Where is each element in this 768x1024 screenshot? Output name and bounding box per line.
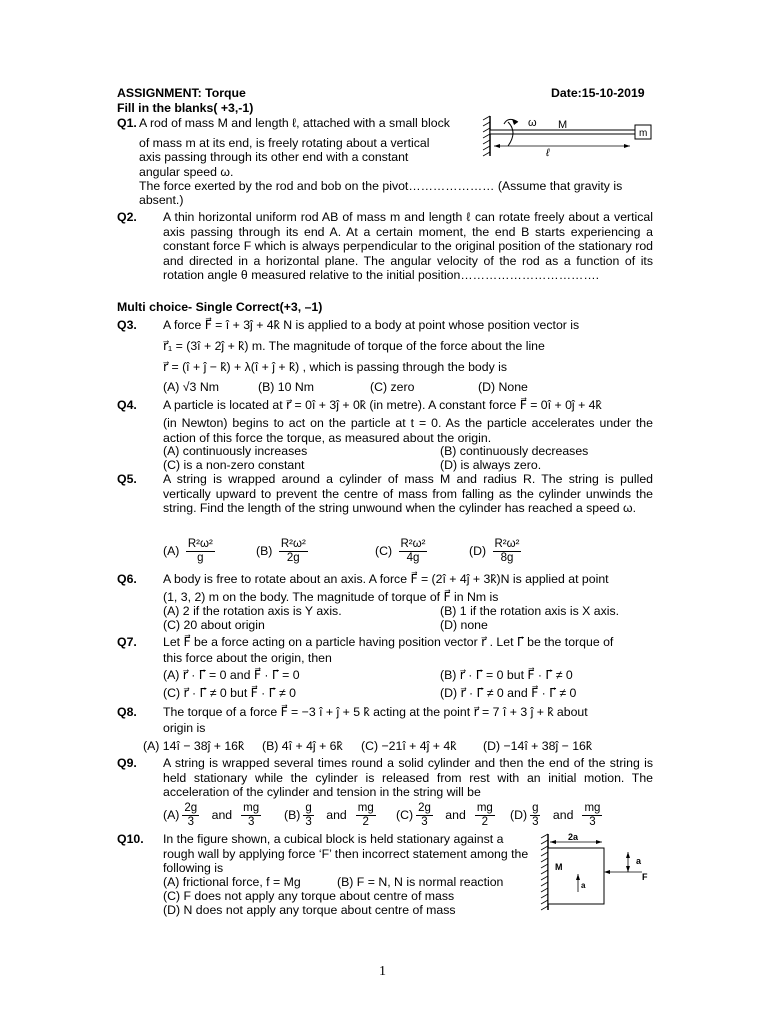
q9-text: A string is wrapped several times round a solid cylinder and then the end of the string is held stationary while the cylinder is released from rest with an initial motion. The acceleration of the cylinder and tension in the string will be: [163, 756, 653, 800]
q1-line: of mass m at its end, is freely rotating about a vertical: [139, 136, 430, 150]
q3-option: (A) √3 Nm: [163, 380, 219, 394]
q6-option: (B) 1 if the rotation axis is X axis.: [440, 604, 620, 618]
q4-option: (C) is a non-zero constant: [163, 458, 305, 472]
q8-option: (D) −14î + 38ĵ − 16k̂: [483, 739, 593, 753]
q3-option: (B) 10 Nm: [258, 380, 315, 394]
force-F-label: F: [642, 872, 648, 882]
assignment-date: Date:15-10-2019: [551, 86, 645, 100]
question-number: Q9.: [117, 756, 137, 770]
q3-line: A force F⃗ = î + 3ĵ + 4k̂ N is applied to a body at point whose position vector is: [163, 318, 580, 332]
question-number: Q10.: [117, 832, 144, 846]
q1-line: A rod of mass M and length ℓ, attached with a small block: [139, 116, 450, 130]
question-number: Q5.: [117, 472, 137, 486]
mass-m-label: m: [639, 128, 648, 139]
page-number: 1: [379, 964, 386, 979]
q8-line: The torque of a force F⃗ = −3 î + ĵ + 5 k̂ acting at the point r⃗ = 7 î + 3 ĵ + k̂ about: [163, 705, 588, 719]
q5-option-d: (D) $\frac{\text{R²ω²}}{8g}$: [469, 538, 520, 565]
width-label: 2a: [568, 832, 579, 842]
height-label: a: [636, 856, 642, 866]
q4-option: (B) continuously decreases: [440, 444, 589, 458]
question-number: Q2.: [117, 210, 137, 224]
q6-option: (D) none: [440, 618, 488, 632]
question-number: Q4.: [117, 398, 137, 412]
rotating-rod-figure: [480, 112, 655, 162]
q3-line: r⃗ = (î + ĵ − k̂) + λ(î + ĵ + k̂) , which is passing through the body is: [163, 360, 508, 374]
q5-option-c: (C) $\frac{\text{R²ω²}}{4g}$: [375, 538, 426, 565]
mass-M-label: M: [555, 862, 563, 872]
q8-line: origin is: [163, 721, 206, 735]
q1-line: axis passing through its other end with a constant: [139, 150, 409, 164]
question-number: Q6.: [117, 572, 137, 586]
q10-option: (C) F does not apply any torque about centre of mass: [163, 889, 455, 903]
q1-line: absent.): [139, 193, 184, 207]
q2-text: A thin horizontal uniform rod AB of mass m and length ℓ can rotate freely about a vertical axis passing through its end A. At a certain moment, the end B starts experiencing a constant force F which is always perpendicular to the original position of the stationary rod and directed in a horizontal plane. The angular velocity of the rod as a function of its rotation angle θ measured relative to the initial position…………………………….: [163, 210, 653, 283]
q1-line: angular speed ω.: [139, 165, 234, 179]
q6-line: (1, 3, 2) m on the body. The magnitude of torque of F⃗ in Nm is: [163, 590, 499, 604]
q10-option: (D) N does not apply any torque about centre of mass: [163, 903, 456, 917]
q9-option-b: (B) $\frac{g}{3}$ and $\frac{mg}{2}$: [284, 802, 374, 829]
q3-line: r⃗₁ = (3î + 2ĵ + k̂) m. The magnitude of torque of the force about the line: [163, 339, 545, 353]
omega-label: ω: [528, 117, 537, 129]
q3-option: (C) zero: [370, 380, 415, 394]
q9-option-d: (D) $\frac{g}{3}$ and $\frac{mg}{3}$: [510, 802, 601, 829]
q9-option-c: (C) $\frac{2g}{3}$ and $\frac{mg}{2}$: [396, 802, 493, 829]
q5-text: A string is wrapped around a cylinder of mass M and radius R. The string is pulled vertically upward to prevent the centre of mass from falling as the cylinder unwinds the string. Find the length of the string unwound when the cylinder has reached a speed ω.: [163, 472, 653, 516]
offset-label: a: [581, 881, 586, 890]
q10-option: (B) F = N, N is normal reaction: [337, 875, 504, 889]
assignment-title: ASSIGNMENT: Torque: [117, 86, 246, 100]
q10-option: (A) frictional force, f = Mg: [163, 875, 301, 889]
q10-text: In the figure shown, a cubical block is held stationary against a rough wall by applying force ‘F’ then incorrect statement among the following is: [163, 832, 529, 876]
q6-line: A body is free to rotate about an axis. A force F⃗ = (2î + 4ĵ + 3k̂)N is applied at point: [163, 572, 609, 586]
question-number: Q1.: [117, 116, 137, 130]
question-number: Q3.: [117, 318, 137, 332]
q8-option: (A) 14î − 38ĵ + 16k̂: [143, 739, 245, 753]
mass-M-label: M: [558, 119, 568, 131]
q9-option-a: (A) $\frac{2g}{3}$ and $\frac{mg}{3}$: [163, 802, 260, 829]
q1-line: The force exerted by the rod and bob on the pivot………………… (Assume that gravity is: [139, 179, 623, 193]
block-on-wall-figure: [538, 832, 658, 912]
q4-option: (A) continuously increases: [163, 444, 308, 458]
section-multichoice: Multi choice- Single Correct(+3, –1): [117, 300, 323, 314]
q8-option: (B) 4î + 4ĵ + 6k̂: [262, 739, 343, 753]
q8-option: (C) −21î + 4ĵ + 4k̂: [361, 739, 457, 753]
q7-line: Let F⃗ be a force acting on a particle having position vector r⃗ . Let Γ⃗ be the torque of: [163, 635, 614, 649]
q4-text: (in Newton) begins to act on the particle at t = 0. As the particle accelerates under the action of this force the torque, as measured about the origin.: [163, 416, 653, 445]
q6-option: (A) 2 if the rotation axis is Y axis.: [163, 604, 342, 618]
question-number: Q8.: [117, 705, 137, 719]
question-number: Q7.: [117, 635, 137, 649]
q7-option: (C) r⃗ · Γ⃗ ≠ 0 but F⃗ · Γ⃗ ≠ 0: [163, 686, 296, 700]
q4-line: A particle is located at r⃗ = 0î + 3ĵ + 0k̂ (in metre). A constant force F⃗ = 0î + 0ĵ + 4k̂: [163, 398, 602, 412]
q4-option: (D) is always zero.: [440, 458, 542, 472]
length-label: ℓ: [546, 147, 550, 159]
q6-option: (C) 20 about origin: [163, 618, 265, 632]
q5-option-b: (B) $\frac{\text{R²ω²}}{2g}$: [256, 538, 306, 565]
section-fill-blanks: Fill in the blanks( +3,-1): [117, 101, 254, 115]
q5-option-a: (A) $\frac{\text{R²ω²}}{g}$: [163, 538, 213, 565]
q7-option: (B) r⃗ · Γ⃗ = 0 but F⃗ · Γ⃗ ≠ 0: [440, 668, 573, 682]
q7-line: this force about the origin, then: [163, 651, 332, 665]
q3-option: (D) None: [478, 380, 528, 394]
q7-option: (D) r⃗ · Γ⃗ ≠ 0 and F⃗ · Γ⃗ ≠ 0: [440, 686, 577, 700]
q7-option: (A) r⃗ · Γ⃗ = 0 and F⃗ · Γ⃗ = 0: [163, 668, 300, 682]
